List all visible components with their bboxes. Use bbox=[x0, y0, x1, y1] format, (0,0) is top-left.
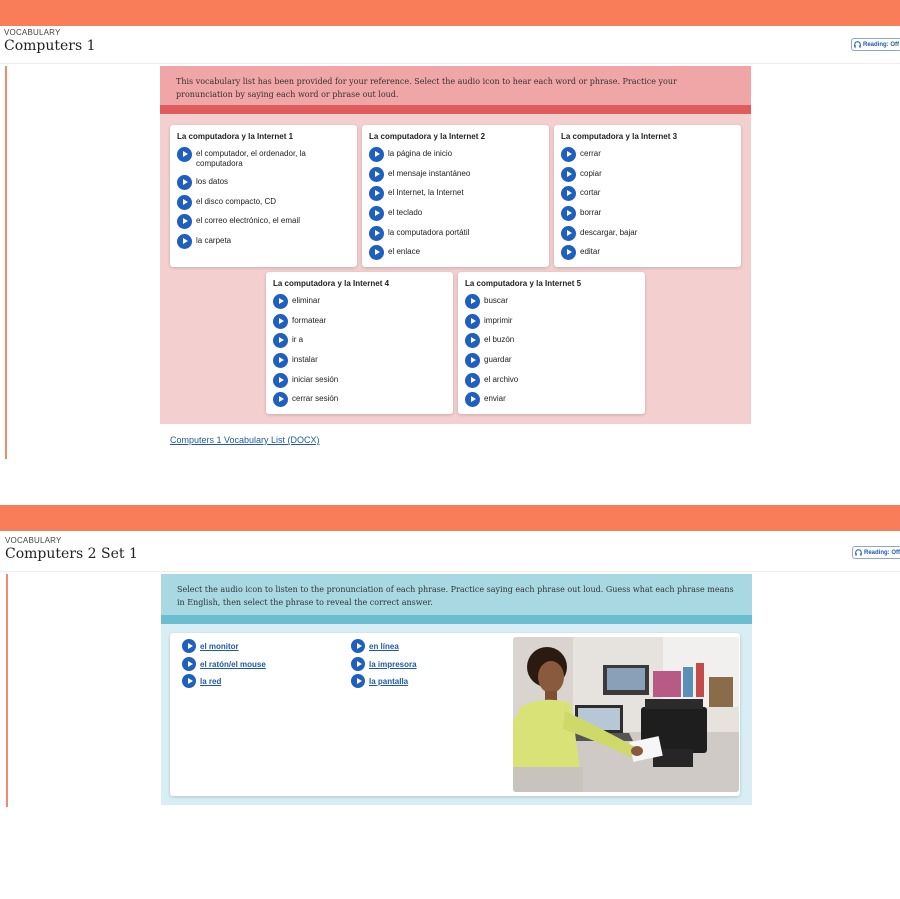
page-title: Computers 1 bbox=[4, 38, 96, 54]
decorative-strip bbox=[160, 105, 751, 114]
vocab-word: el computador, el ordenador, la computadora bbox=[196, 149, 306, 168]
play-audio-icon[interactable] bbox=[465, 392, 480, 407]
play-audio-icon[interactable] bbox=[177, 175, 192, 190]
play-audio-icon[interactable] bbox=[369, 245, 384, 260]
vocab-word: cortar bbox=[580, 188, 601, 197]
vocab-item[interactable] bbox=[561, 226, 637, 241]
play-audio-icon[interactable] bbox=[273, 353, 288, 368]
vocab-word: eliminar bbox=[292, 296, 321, 305]
phrase-link[interactable]: en línea bbox=[369, 641, 399, 651]
vocab-item[interactable] bbox=[561, 186, 600, 201]
vocab-word: guardar bbox=[484, 355, 512, 364]
vocab-card-title: La computadora y la Internet 1 bbox=[177, 132, 294, 141]
phrase-link[interactable]: el monitor bbox=[200, 641, 239, 651]
decorative-strip bbox=[161, 615, 752, 624]
phrase-item[interactable] bbox=[351, 674, 408, 688]
header-divider bbox=[0, 63, 900, 64]
vocab-word: el mensaje instantáneo bbox=[388, 169, 471, 178]
phrase-item[interactable] bbox=[182, 639, 239, 653]
vocab-item[interactable] bbox=[273, 353, 318, 368]
vocab-card-title: La computadora y la Internet 3 bbox=[561, 132, 678, 141]
vocabulary-docx-link[interactable]: Computers 1 Vocabulary List (DOCX) bbox=[170, 435, 320, 445]
vocab-item[interactable] bbox=[465, 314, 512, 329]
vocab-word: el enlace bbox=[388, 247, 421, 256]
phrase-practice-panel bbox=[161, 574, 752, 805]
play-audio-icon[interactable] bbox=[561, 186, 576, 201]
vocab-card bbox=[170, 125, 357, 267]
phrase-link[interactable]: la impresora bbox=[369, 659, 417, 669]
vocab-word: la computadora portátil bbox=[388, 228, 470, 237]
vocab-item[interactable] bbox=[465, 353, 512, 368]
vocab-word: el correo electrónico, el email bbox=[196, 216, 301, 225]
headphones-icon bbox=[854, 41, 861, 48]
play-audio-icon[interactable] bbox=[561, 245, 576, 260]
play-audio-icon[interactable] bbox=[273, 373, 288, 388]
play-audio-icon[interactable] bbox=[465, 353, 480, 368]
vocab-word: el Internet, la Internet bbox=[388, 188, 464, 197]
play-audio-icon[interactable] bbox=[465, 294, 480, 309]
content-left-rule bbox=[5, 66, 7, 459]
instructions-text: Select the audio icon to listen to the pronunciation of each phrase. Practice saying each phrase out loud. Guess what each phrase means in English, then select the phrase to reveal the correct answer. bbox=[177, 585, 734, 607]
vocab-item[interactable] bbox=[177, 214, 300, 229]
play-audio-icon[interactable] bbox=[465, 373, 480, 388]
vocab-item[interactable] bbox=[561, 206, 601, 221]
vocab-card bbox=[554, 125, 741, 267]
vocab-item[interactable] bbox=[273, 392, 338, 407]
vocab-item[interactable] bbox=[465, 333, 514, 348]
phrase-item[interactable] bbox=[182, 674, 221, 688]
reading-toggle-button[interactable] bbox=[852, 546, 900, 559]
play-audio-icon[interactable] bbox=[351, 674, 365, 688]
play-audio-icon[interactable] bbox=[273, 314, 288, 329]
play-audio-icon[interactable] bbox=[182, 639, 196, 653]
vocab-item[interactable] bbox=[177, 175, 228, 190]
play-audio-icon[interactable] bbox=[273, 392, 288, 407]
play-audio-icon[interactable] bbox=[177, 234, 192, 249]
play-audio-icon[interactable] bbox=[351, 639, 365, 653]
play-audio-icon[interactable] bbox=[561, 206, 576, 221]
phrase-link[interactable]: la pantalla bbox=[369, 676, 409, 686]
phrase-link[interactable]: la red bbox=[200, 676, 222, 686]
vocab-word: los datos bbox=[196, 177, 229, 186]
vocab-item[interactable] bbox=[273, 373, 338, 388]
headphones-icon bbox=[855, 549, 862, 556]
vocab-word: la página de inicio bbox=[388, 149, 453, 158]
play-audio-icon[interactable] bbox=[351, 657, 365, 671]
reading-toggle-button[interactable] bbox=[851, 38, 900, 51]
vocab-word: ir a bbox=[292, 335, 304, 344]
reading-toggle-label: Reading: Off bbox=[864, 549, 900, 556]
vocab-item[interactable] bbox=[369, 206, 422, 221]
vocab-item[interactable] bbox=[369, 147, 452, 162]
vocab-word: enviar bbox=[484, 394, 506, 403]
vocab-word: cerrar bbox=[580, 149, 601, 158]
vocab-card bbox=[266, 272, 453, 414]
vocab-item[interactable] bbox=[369, 245, 420, 260]
vocab-word: descargar, bajar bbox=[580, 228, 638, 237]
play-audio-icon[interactable] bbox=[177, 214, 192, 229]
vocab-item[interactable] bbox=[369, 226, 469, 241]
phrase-item[interactable] bbox=[351, 657, 417, 671]
vocab-item[interactable] bbox=[465, 392, 506, 407]
section-kicker: VOCABULARY bbox=[4, 28, 61, 37]
vocab-word: imprimir bbox=[484, 316, 513, 325]
section-accent-band bbox=[0, 505, 900, 531]
vocab-card-title: La computadora y la Internet 2 bbox=[369, 132, 486, 141]
content-left-rule bbox=[6, 574, 8, 807]
vocab-item[interactable] bbox=[561, 245, 600, 260]
vocab-item[interactable] bbox=[561, 167, 602, 182]
play-audio-icon[interactable] bbox=[561, 167, 576, 182]
top-accent-band bbox=[0, 0, 900, 26]
section-title: Computers 2 Set 1 bbox=[5, 546, 138, 562]
play-audio-icon[interactable] bbox=[369, 186, 384, 201]
play-audio-icon[interactable] bbox=[182, 674, 196, 688]
vocab-item[interactable] bbox=[369, 167, 470, 182]
vocab-item[interactable] bbox=[273, 333, 303, 348]
play-audio-icon[interactable] bbox=[561, 226, 576, 241]
vocab-word: iniciar sesión bbox=[292, 375, 339, 384]
vocab-word: buscar bbox=[484, 296, 509, 305]
play-audio-icon[interactable] bbox=[369, 167, 384, 182]
vocab-item[interactable] bbox=[465, 373, 518, 388]
play-audio-icon[interactable] bbox=[369, 147, 384, 162]
section-kicker: VOCABULARY bbox=[5, 536, 62, 545]
vocab-word: formatear bbox=[292, 316, 327, 325]
vocab-word: cerrar sesión bbox=[292, 394, 339, 403]
vocab-item[interactable] bbox=[177, 195, 276, 210]
vocab-word: el disco compacto, CD bbox=[196, 197, 277, 206]
play-audio-icon[interactable] bbox=[561, 147, 576, 162]
vocab-word: borrar bbox=[580, 208, 602, 217]
play-audio-icon[interactable] bbox=[177, 195, 192, 210]
vocab-item[interactable] bbox=[369, 186, 464, 201]
vocabulary-panel bbox=[160, 66, 751, 424]
vocab-item[interactable] bbox=[177, 147, 347, 169]
phrase-item[interactable] bbox=[182, 657, 266, 671]
instructions-box bbox=[160, 66, 751, 105]
vocab-word: el buzón bbox=[484, 335, 515, 344]
phrase-link[interactable]: el ratón/el mouse bbox=[200, 659, 266, 669]
vocab-item[interactable] bbox=[273, 294, 320, 309]
reading-toggle-label: Reading: Off bbox=[863, 41, 899, 48]
play-audio-icon[interactable] bbox=[369, 226, 384, 241]
vocab-item[interactable] bbox=[273, 314, 326, 329]
vocab-word: editar bbox=[580, 247, 601, 256]
header-divider bbox=[0, 571, 900, 572]
vocab-word: el teclado bbox=[388, 208, 423, 217]
play-audio-icon[interactable] bbox=[465, 314, 480, 329]
instructions-box bbox=[161, 574, 752, 615]
vocab-word: el archivo bbox=[484, 375, 519, 384]
instructions-text: This vocabulary list has been provided for your reference. Select the audio icon to hear each word or phrase. Practice your pronunciation by saying each word or phrase out loud. bbox=[176, 77, 677, 99]
vocab-word: instalar bbox=[292, 355, 318, 364]
vocab-card bbox=[458, 272, 645, 414]
vocab-item[interactable] bbox=[561, 147, 601, 162]
play-audio-icon[interactable] bbox=[177, 147, 192, 162]
play-audio-icon[interactable] bbox=[465, 333, 480, 348]
vocab-word: la carpeta bbox=[196, 236, 232, 245]
phrase-item[interactable] bbox=[351, 639, 399, 653]
play-audio-icon[interactable] bbox=[182, 657, 196, 671]
play-audio-icon[interactable] bbox=[273, 333, 288, 348]
woman-at-printer-photo bbox=[513, 637, 739, 792]
play-audio-icon[interactable] bbox=[369, 206, 384, 221]
vocab-word: copiar bbox=[580, 169, 602, 178]
phrase-card bbox=[170, 633, 740, 796]
vocab-card-title: La computadora y la Internet 5 bbox=[465, 279, 582, 288]
vocab-item[interactable] bbox=[465, 294, 508, 309]
vocab-card bbox=[362, 125, 549, 267]
vocab-card-title: La computadora y la Internet 4 bbox=[273, 279, 390, 288]
vocab-item[interactable] bbox=[177, 234, 231, 249]
play-audio-icon[interactable] bbox=[273, 294, 288, 309]
